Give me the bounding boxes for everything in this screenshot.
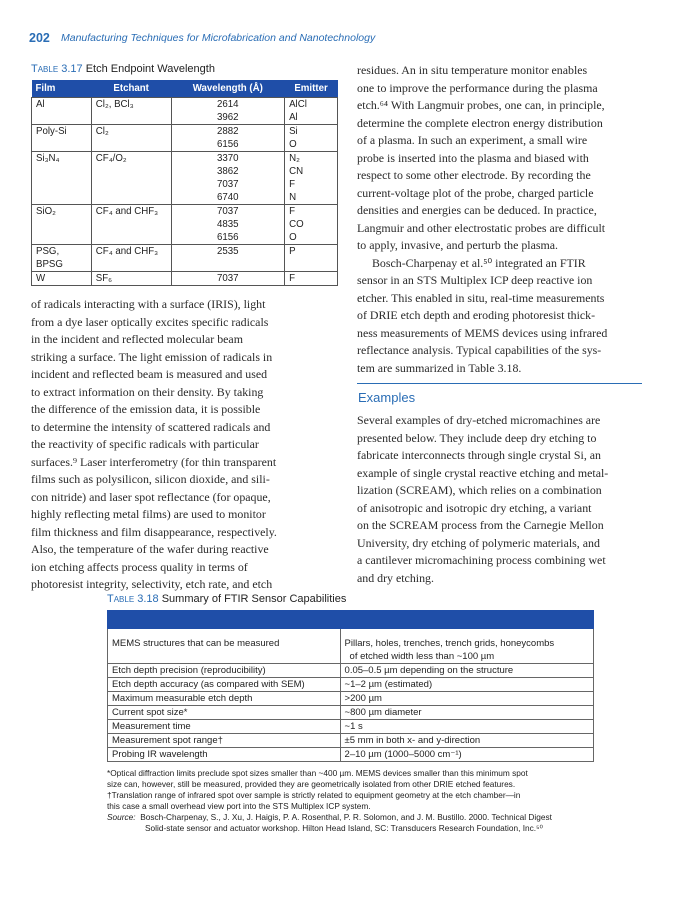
text-line: determine the complete electron energy distribution <box>357 115 603 130</box>
capability-value-line: >200 µm <box>344 693 382 704</box>
wavelength-value: 4835 <box>217 219 239 230</box>
capability-label: Current spot size* <box>108 706 341 720</box>
text-line: probe is inserted into the plasma and biased with <box>357 150 589 165</box>
text-line: etch.⁶⁴ With Langmuir probes, one can, in principle, <box>357 98 605 112</box>
footnote-line: size can, however, still be measured, provided they are geometrically isolated from other DRIE etched features. <box>107 779 516 789</box>
text-line: one to improve the performance during the plasma <box>357 80 598 95</box>
source-line-2: Solid-state sensor and actuator workshop. Hilton Head Island, SC: Transducers Research Foundation, Inc.⁵⁰ <box>145 823 543 833</box>
wavelength-value: 6156 <box>217 232 239 243</box>
wavelength-cell <box>171 205 285 245</box>
emitter-value: P <box>289 246 296 257</box>
col-header-emitter: Emitter <box>285 80 338 98</box>
table-row <box>108 629 594 664</box>
table-318-body <box>108 611 594 762</box>
capability-label: Measurement spot range† <box>108 734 341 748</box>
text-line: Bosch-Charpenay et al.⁵⁰ integrated an FTIR <box>372 255 586 270</box>
emitter-cell <box>285 125 338 152</box>
wavelength-value: 2535 <box>217 246 239 257</box>
film-cell: Si₃N₄ <box>32 152 92 205</box>
etchant-cell: CF₄/O₂ <box>91 152 171 205</box>
table-318-source <box>107 812 597 834</box>
text-line: the difference of the emission data, it is possible <box>31 402 261 416</box>
emitter-value: CN <box>289 166 304 177</box>
text-line: to determine the intensity of scattered radicals and <box>31 419 271 434</box>
film-cell: W <box>32 272 92 286</box>
ftir-capabilities-table <box>107 610 594 762</box>
wavelength-value: 7037 <box>217 179 239 190</box>
section-divider <box>357 383 642 384</box>
text-line: con nitride) and laser spot reflectance (for opaque, <box>31 489 271 504</box>
table-row <box>108 706 594 720</box>
text-line: sensor in an STS Multiplex ICP deep reactive ion <box>357 273 593 287</box>
text-line: Also, the temperature of the wafer during reactive <box>31 542 269 556</box>
emitter-value: O <box>289 232 297 243</box>
text-line: of anisotropic and isotropic dry etching, a variant <box>357 500 592 515</box>
text-line: film thickness and film disappearance, respectively. <box>31 524 277 539</box>
capability-value-line: of etched width less than ~100 µm <box>349 651 495 662</box>
table-row <box>32 272 338 286</box>
capability-value-line: ~1 s <box>344 721 363 732</box>
text-line: Several examples of dry-etched micromachines are <box>357 413 601 427</box>
wavelength-value: 2882 <box>217 126 239 137</box>
capability-value <box>340 748 593 762</box>
table-row <box>32 245 338 272</box>
film-cell: SiO₂ <box>32 205 92 245</box>
text-line: example of single crystal reactive etching and metal- <box>357 465 609 480</box>
capability-value-line: ~1–2 µm (estimated) <box>344 679 433 690</box>
etchant-cell: CF₄ and CHF₃ <box>91 245 171 272</box>
left-column-text <box>31 296 339 594</box>
wavelength-value: 3862 <box>217 166 239 177</box>
emitter-value: Al <box>289 112 298 123</box>
wavelength-value: 3962 <box>217 112 239 123</box>
wavelength-value: 6156 <box>217 139 239 150</box>
capability-value <box>340 664 593 678</box>
wavelength-value: 6740 <box>217 192 239 203</box>
source-line-1: Bosch-Charpenay, S., J. Xu, J. Haigis, P. A. Rosenthal, P. R. Solomon, and J. M. Bustillo. 2000. Technical Digest <box>140 812 552 822</box>
wavelength-value: 3370 <box>217 153 239 164</box>
text-line: a cantilever micromachining process combining wet <box>357 553 606 567</box>
footnote-line: *Optical diffraction limits preclude spot sizes smaller than ~400 µm. MEMS devices smaller than this minimum spot <box>107 768 528 778</box>
etch-endpoint-table <box>31 80 338 286</box>
table-row <box>108 664 594 678</box>
capability-value <box>340 706 593 720</box>
table-row <box>108 678 594 692</box>
text-line: in the incident and reflected molecular beam <box>31 332 243 346</box>
text-line: current-voltage plot of the probe, charged particle <box>357 185 594 200</box>
text-line: Langmuir and other electrostatic probes are difficult <box>357 220 606 235</box>
emitter-value: Si <box>289 126 298 137</box>
etchant-cell: CF₄ and CHF₃ <box>91 205 171 245</box>
capability-value <box>340 678 593 692</box>
text-line: the reactivity of specific radicals with particular <box>31 437 259 451</box>
emitter-cell <box>285 152 338 205</box>
emitter-cell <box>285 98 338 125</box>
text-line: University, dry etching of polymeric materials, and <box>357 535 600 550</box>
col-header-film: Film <box>32 80 92 98</box>
running-title: Manufacturing Techniques for Microfabrication and Nanotechnology <box>61 32 376 44</box>
text-line: residues. An in situ temperature monitor enables <box>357 63 588 77</box>
etchant-cell: SF₆ <box>91 272 171 286</box>
emitter-value: AlCl <box>289 99 307 110</box>
table-318-header-left <box>108 611 341 629</box>
capability-value <box>340 720 593 734</box>
footnote-line: †Translation range of infrared spot over sample is strictly related to equipment geometry at the etch chamber—in <box>107 790 521 800</box>
etchant-cell: Cl₂, BCl₃ <box>91 98 171 125</box>
text-line: striking a surface. The light emission of radicals in <box>31 349 273 364</box>
table-317-body <box>32 98 338 286</box>
table-317-title: Etch Endpoint Wavelength <box>85 63 215 75</box>
text-line: from a dye laser optically excites specific radicals <box>31 314 269 329</box>
text-line: incident and reflected beam is measured and used <box>31 367 268 381</box>
table-row <box>32 152 338 205</box>
capability-value <box>340 692 593 706</box>
footnote-line: this case a small overhead view port into the STS Multiplex ICP system. <box>107 801 371 811</box>
text-line: surfaces.⁹ Laser interferometry (for thin transparent <box>31 454 277 469</box>
capability-label: Probing IR wavelength <box>108 748 341 762</box>
table-row <box>108 748 594 762</box>
text-line: to apply, invasive, and perturb the plasma. <box>357 238 558 252</box>
table-row <box>108 692 594 706</box>
emitter-value: CO <box>289 219 304 230</box>
emitter-value: O <box>289 139 297 150</box>
text-line: ness measurements of MEMS devices using infrared <box>357 325 608 340</box>
wavelength-value: 7037 <box>217 206 239 217</box>
text-line: reflectance analysis. Typical capabilities of the sys- <box>357 343 602 357</box>
text-line: photoresist integrity, selectivity, etch rate, and etch <box>31 577 273 591</box>
emitter-value: F <box>289 273 295 284</box>
text-line: to extract information on their density. By taking <box>31 384 264 399</box>
wavelength-value: 7037 <box>217 273 239 284</box>
text-line: lization (SCREAM), which relies on a combination <box>357 483 602 497</box>
wavelength-cell <box>171 152 285 205</box>
emitter-value: F <box>289 206 295 217</box>
capability-label: Etch depth accuracy (as compared with SEM) <box>108 678 341 692</box>
text-line: densities and energies can be deduced. In practice, <box>357 203 597 217</box>
capability-value <box>340 734 593 748</box>
text-line: fabricate interconnects through single crystal Si, an <box>357 448 602 462</box>
capability-value-line: 2–10 µm (1000–5000 cm⁻¹) <box>344 749 462 760</box>
emitter-value: N₂ <box>289 153 300 164</box>
text-line: tem are summarized in Table 3.18. <box>357 360 522 375</box>
wavelength-value: 2614 <box>217 99 239 110</box>
wavelength-cell <box>171 245 285 272</box>
source-label: Source: <box>107 812 136 822</box>
film-cell: Poly-Si <box>32 125 92 152</box>
text-line: of a plasma. In such an experiment, a small wire <box>357 133 588 147</box>
capability-value-line: ~800 µm diameter <box>344 707 422 718</box>
table-318-caption <box>107 593 346 605</box>
capability-value-line: Pillars, holes, trenches, trench grids, honeycombs <box>344 638 555 649</box>
text-line: presented below. They include deep dry etching to <box>357 430 597 445</box>
right-column-text <box>357 62 642 377</box>
wavelength-cell <box>171 125 285 152</box>
wavelength-cell <box>171 272 285 286</box>
text-line: of radicals interacting with a surface (IRIS), light <box>31 297 266 311</box>
table-row <box>32 98 338 125</box>
text-line: respect to some other electrode. By recording the <box>357 168 591 182</box>
text-line: and dry etching. <box>357 570 434 585</box>
emitter-cell <box>285 245 338 272</box>
film-cell: PSG, BPSG <box>32 245 92 272</box>
emitter-cell <box>285 272 338 286</box>
text-line: of DRIE etch depth and eroding photoresist thick- <box>357 308 596 322</box>
col-header-wavelength: Wavelength (Å) <box>171 80 285 98</box>
table-318-title: Summary of FTIR Sensor Capabilities <box>161 593 347 605</box>
table-317-label: Table 3.17 <box>31 63 83 75</box>
table-318-header-right <box>340 611 593 629</box>
table-row <box>108 720 594 734</box>
col-header-etchant: Etchant <box>91 80 171 98</box>
table-row <box>32 125 338 152</box>
text-line: etcher. This enabled in situ, real-time measurements <box>357 290 605 305</box>
capability-label: Measurement time <box>108 720 341 734</box>
table-row <box>32 205 338 245</box>
wavelength-cell <box>171 98 285 125</box>
text-line: ion etching affects process quality in terms of <box>31 559 248 574</box>
emitter-cell <box>285 205 338 245</box>
capability-value-line: ±5 mm in both x- and y-direction <box>344 735 481 746</box>
text-line: highly reflecting metal films) are used to monitor <box>31 507 266 521</box>
table-317-caption <box>31 63 215 75</box>
etchant-cell: Cl₂ <box>91 125 171 152</box>
capability-label: MEMS structures that can be measured <box>108 629 341 664</box>
emitter-value: F <box>289 179 295 190</box>
page-number: 202 <box>29 31 50 45</box>
capability-value <box>340 629 593 664</box>
table-row <box>108 734 594 748</box>
table-318-footnotes <box>107 768 597 812</box>
film-cell: Al <box>32 98 92 125</box>
examples-text <box>357 412 642 587</box>
capability-value-line: 0.05–0.5 µm depending on the structure <box>344 665 514 676</box>
capability-label: Etch depth precision (reproducibility) <box>108 664 341 678</box>
table-318-label: Table 3.18 <box>107 593 159 605</box>
text-line: on the SCREAM process from the Carnegie Mellon <box>357 518 604 532</box>
capability-label: Maximum measurable etch depth <box>108 692 341 706</box>
text-line: films such as polysilicon, silicon dioxide, and sili- <box>31 472 270 486</box>
emitter-value: N <box>289 192 297 203</box>
examples-heading: Examples <box>358 390 416 405</box>
